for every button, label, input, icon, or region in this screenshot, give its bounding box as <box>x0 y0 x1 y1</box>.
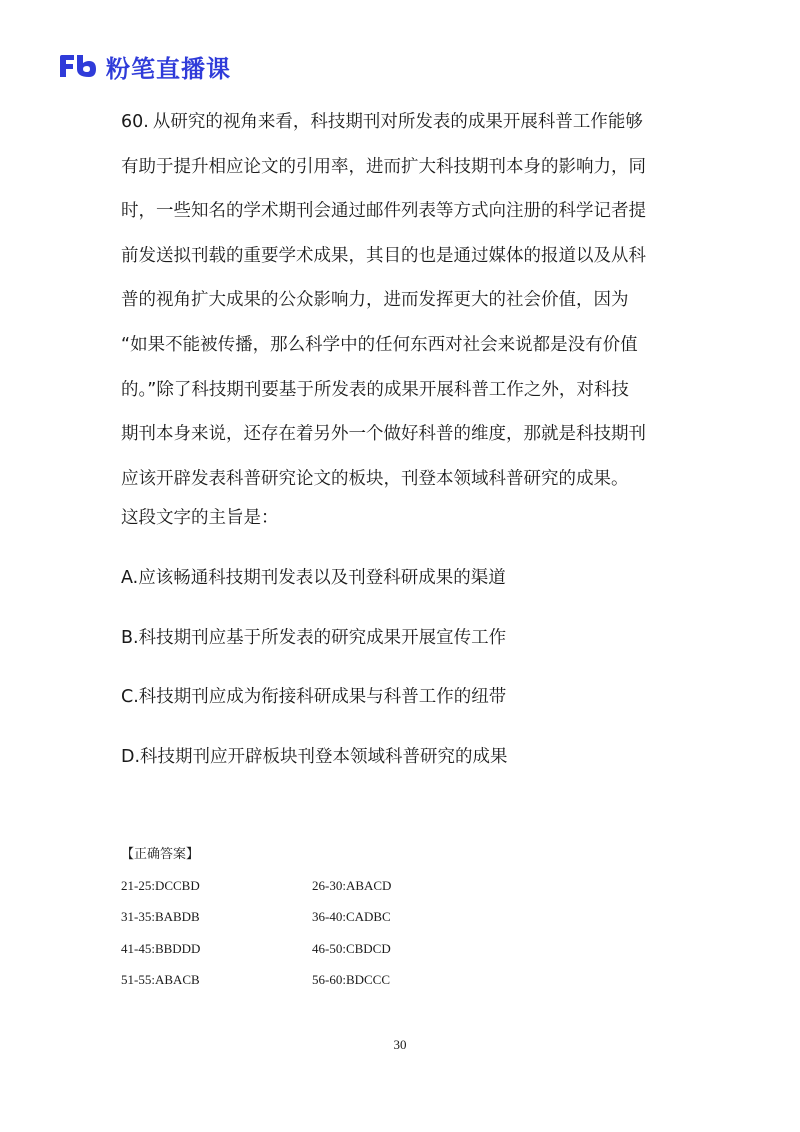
answer-key <box>121 876 521 1001</box>
answer-cell: 56-60:BDCCC <box>312 971 391 987</box>
answer-cell: 41-45:BBDDD <box>121 940 201 956</box>
question-prompt: 这段文字的主旨是： <box>121 508 279 528</box>
option-c: C.科技期刊应成为衔接科研成果与科普工作的纽带 <box>121 687 507 707</box>
question-line: 的。”除了科技期刊要基于所发表的成果开展科普工作之外，对科技 <box>121 379 629 400</box>
answer-row <box>121 876 521 907</box>
fb-logo-icon <box>58 53 98 79</box>
question-line: “如果不能被传播，那么科学中的任何东西对社会来说都是没有价值 <box>121 334 638 355</box>
answer-row <box>121 907 521 938</box>
question-number: 60. <box>121 112 149 132</box>
answer-row <box>121 939 521 970</box>
question-line: 普的视角扩大成果的公众影响力，进而发挥更大的社会价值，因为 <box>121 290 629 311</box>
question-line: 前发送拟刊载的重要学术成果，其目的也是通过媒体的报道以及从科 <box>121 245 646 266</box>
answer-cell: 21-25:DCCBD <box>121 878 200 893</box>
brand-title: 粉笔直播课 <box>106 54 231 83</box>
question-line: 期刊本身来说，还存在着另外一个做好科普的维度，那就是科技期刊 <box>121 424 646 445</box>
answer-cell: 46-50:CBDCD <box>312 940 391 956</box>
page-header <box>58 50 231 82</box>
answer-cell: 26-30:ABACD <box>312 878 392 893</box>
question-line: 应该开辟发表科普研究论文的板块，刊登本领域科普研究的成果。 <box>121 468 629 489</box>
option-b: B.科技期刊应基于所发表的研究成果开展宣传工作 <box>121 627 507 648</box>
question-line: 有助于提升相应论文的引用率，进而扩大科技期刊本身的影响力，同 <box>121 156 646 177</box>
answer-key-title: 【正确答案】 <box>121 847 200 862</box>
answer-cell: 36-40:CADBC <box>312 909 391 925</box>
answer-row <box>121 970 521 1001</box>
answer-options <box>121 560 681 798</box>
option-d: D.科技期刊应开辟板块刊登本领域科普研究的成果 <box>121 746 508 767</box>
answer-cell: 31-35:BABDB <box>121 909 200 925</box>
question-line: 时，一些知名的学术期刊会通过邮件列表等方式向注册的科学记者提 <box>121 201 646 222</box>
answer-cell: 51-55:ABACB <box>121 971 200 987</box>
question-body <box>121 100 681 501</box>
question-line: 60. 从研究的视角来看，科技期刊对所发表的成果开展科普工作能够 <box>121 112 643 132</box>
page-number: 30 <box>393 1037 407 1052</box>
option-a: A.应该畅通科技期刊发表以及刊登科研成果的渠道 <box>121 568 506 588</box>
